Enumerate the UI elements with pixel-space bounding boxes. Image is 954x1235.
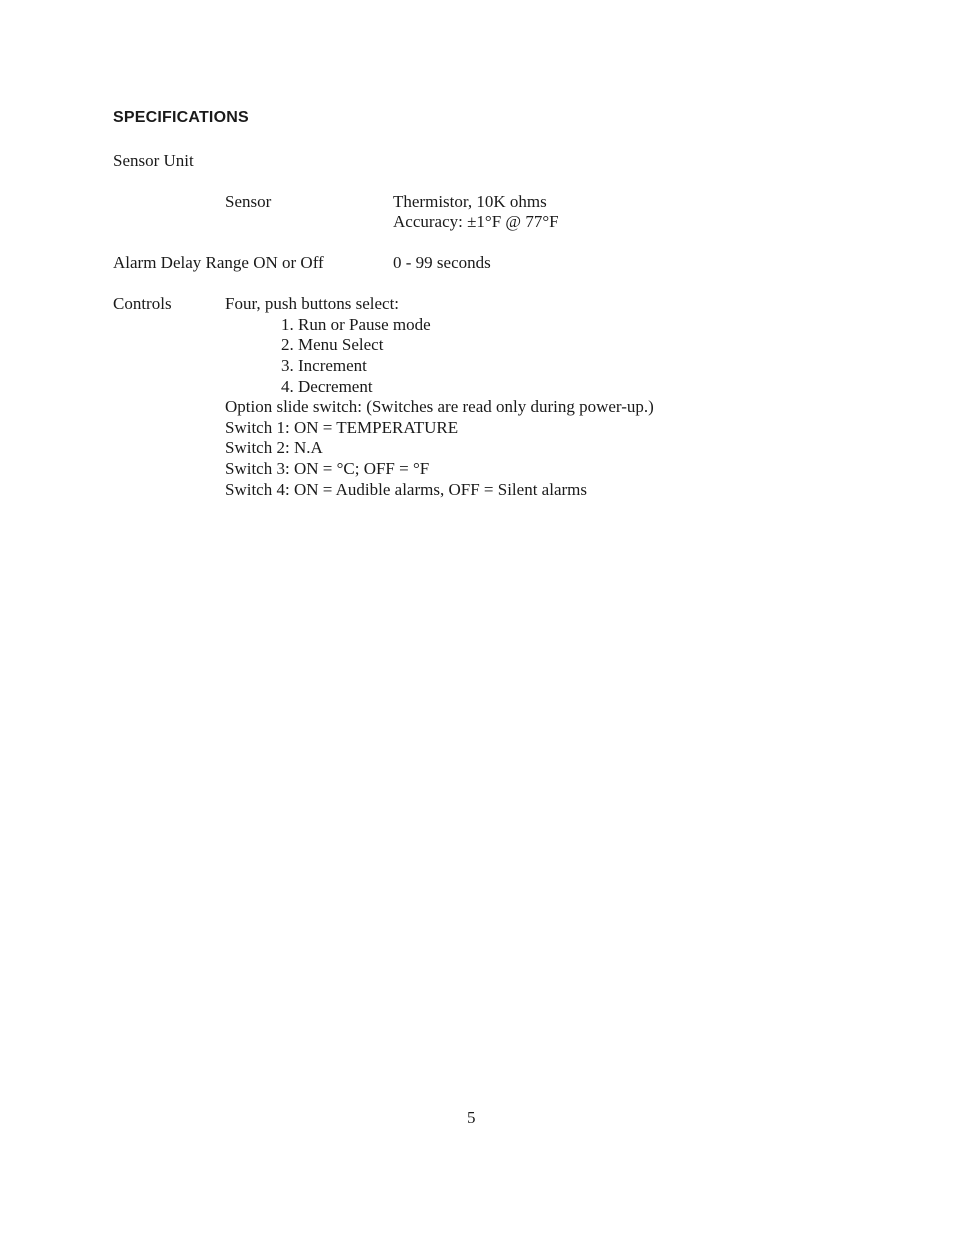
section-heading: SPECIFICATIONS [113,109,249,126]
switch-item: Switch 4: ON = Audible alarms, OFF = Silent alarms [225,480,587,499]
switch-item: Switch 3: ON = °C; OFF = °F [225,459,430,478]
push-button-item: 2. Menu Select [281,335,384,354]
switch-item: Switch 2: N.A [225,438,323,457]
sensor-label: Sensor [225,192,272,211]
push-button-item: 1. Run or Pause mode [281,315,431,334]
push-button-item: 4. Decrement [281,377,373,396]
push-button-item: 3. Increment [281,356,367,375]
alarm-delay-label: Alarm Delay Range ON or Off [113,253,324,272]
controls-label: Controls [113,294,172,313]
page-number: 5 [467,1108,476,1127]
switch-item: Switch 1: ON = TEMPERATURE [225,418,459,437]
slide-switch-intro: Option slide switch: (Switches are read only during power-up.) [225,397,654,416]
push-buttons-intro: Four, push buttons select: [225,294,400,313]
sensor-accuracy-value: Accuracy: ±1°F @ 77°F [393,212,559,231]
sensor-type-value: Thermistor, 10K ohms [393,192,547,211]
alarm-delay-value: 0 - 99 seconds [393,253,491,272]
sensor-unit-label: Sensor Unit [113,151,194,170]
